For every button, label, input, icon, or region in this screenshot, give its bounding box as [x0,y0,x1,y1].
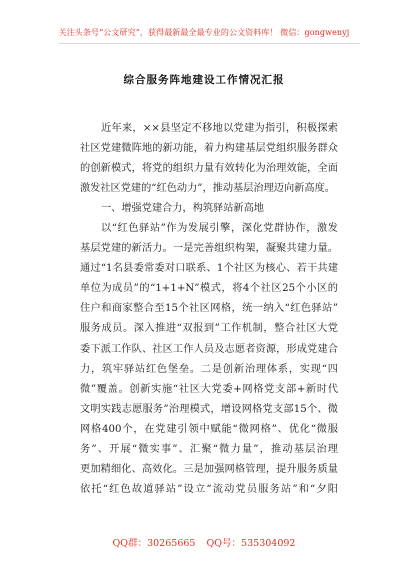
body-line: 更加精细化、高效化。三是加强网格管理，提升服务质量 [80,463,338,475]
body-line: 网格400个，在党建引领中赋能“微网格”、优化“微服 [80,423,338,435]
document-body [80,119,338,500]
body-line: 近年来，××县坚定不移地以党建为指引，积极探索 [101,123,338,134]
body-line: 微”覆盖。创新实施“社区大党委+网格党支部+新时代 [80,383,338,395]
body-line: 服务成员。深入推进“双报到”工作机制，整合社区大党 [80,323,338,335]
header-divider [58,43,360,44]
body-line: 依托“红色故道驿站”设立“流动党员服务站”和“夕阳 [80,483,338,495]
body-line: 通过“1名县委常委对口联系、1个社区为核心、若干共建 [80,263,338,275]
footer-qq-number: QQ号：535304092 [206,538,296,549]
document-title: 综合服务阵地建设工作情况汇报 [123,74,285,86]
body-line: 住户和商家整合至15个社区网格，统一纳入“红色驿站” [80,303,338,315]
footer-qq-group: QQ群：30265665 [112,538,196,549]
header-note: 关注头条号“公文研究”，获得最新最全最专业的公文资料库！ 微信：gongwenyj [58,28,350,37]
footer-contact [0,535,408,549]
body-line: 社区党建微阵地的新功能，着力构建基层党组织服务群众 [80,143,338,155]
body-line: 单位为成员”的“1+1+N”模式，将4个社区25个小区的 [80,283,338,295]
body-line: 务”、开展“微实事”、汇聚“微力量”，推动基层治理 [80,443,338,455]
section-heading: 一、增强党建合力，构筑驿站新高地 [101,203,264,215]
body-line: 激发社区党建的“红色动力”，推动基层治理迈向新高度。 [80,183,335,195]
body-line: 的创新模式，将党的组织力量有效转化为治理效能，全面 [80,163,338,175]
body-line: 以“红色驿站”作为发展引擎，深化党群协作，激发 [101,223,338,235]
body-line: 基层党建的新活力。一是完善组织构架，凝聚共建力量。 [80,243,338,255]
body-line: 力，筑牢驿站红色堡垒。二是创新治理体系，实现“四 [80,363,338,375]
body-line: 委下派工作队、社区工作人员及志愿者资源，形成党建合 [80,343,338,355]
body-line: 文明实践志愿服务”治理模式，增设网格党支部15个、微 [80,403,338,415]
